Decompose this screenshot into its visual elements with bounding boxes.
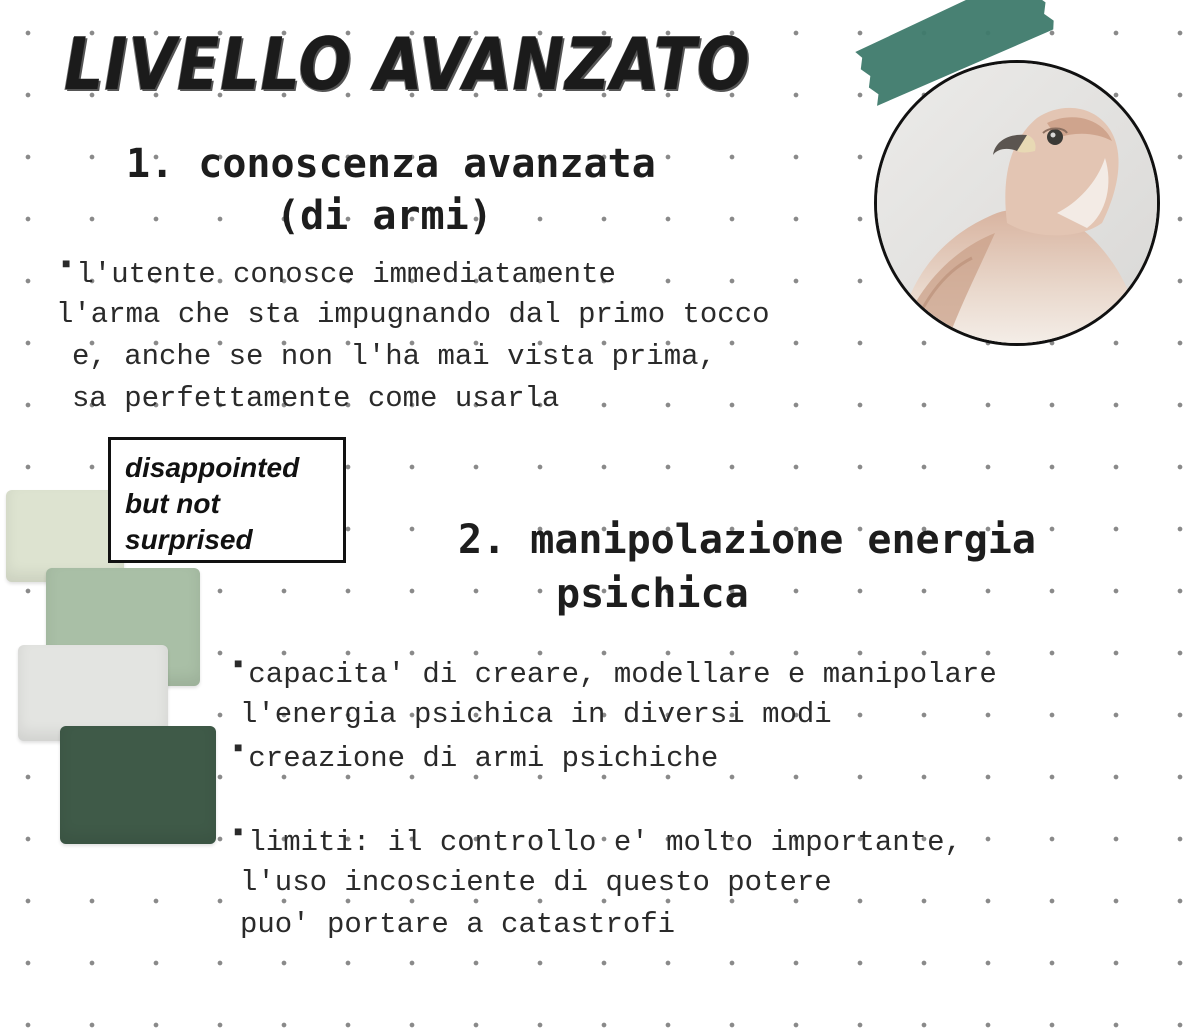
section2-heading-subtitle: psichica <box>556 571 749 617</box>
section2-heading: 2. manipolazione energia <box>458 517 1036 563</box>
section2-line-1 <box>234 658 997 689</box>
page-title: LIVELLO AVANZATO <box>64 22 751 106</box>
section1-line-2: l'arma che sta impugnando dal primo tocco <box>56 298 770 331</box>
section1-heading-subtitle: (di armi) <box>276 193 493 239</box>
section2-line-3 <box>234 742 718 773</box>
quote-line-1: disappointed <box>125 452 300 483</box>
paint-swatch-dark-green <box>60 726 216 844</box>
section1-line-3: e, anche se non l'ha mai vista prima, <box>72 340 716 373</box>
quote-line-2: but not <box>125 488 220 519</box>
hawk-photo <box>874 60 1160 346</box>
section2-line-2: l'energia psichica in diversi modi <box>240 698 832 731</box>
section1-line-1 <box>62 258 616 289</box>
bullet-icon: ■ <box>62 257 71 273</box>
section2-text-1: capacita' di creare, modellare e manipolare <box>248 658 997 691</box>
section2-line-6: puo' portare a catastrofi <box>240 908 676 941</box>
hawk-icon <box>877 63 1157 343</box>
section2-text-3: creazione di armi psichiche <box>248 742 719 775</box>
section2-line-5: l'uso incosciente di questo potere <box>240 866 832 899</box>
section2-text-4: limiti: il controllo e' molto importante, <box>248 826 962 859</box>
bullet-icon: ■ <box>234 825 243 841</box>
section1-text-1: l'utente conosce immediatamente <box>76 258 616 291</box>
bullet-icon: ■ <box>234 657 243 673</box>
section1-heading: 1. conoscenza avanzata <box>126 141 656 187</box>
section2-line-4 <box>234 826 962 857</box>
bullet-icon: ■ <box>234 741 243 757</box>
quote-box <box>108 437 346 563</box>
quote-line-3: surprised <box>125 524 253 555</box>
section1-line-4: sa perfettamente come usarla <box>72 382 560 415</box>
